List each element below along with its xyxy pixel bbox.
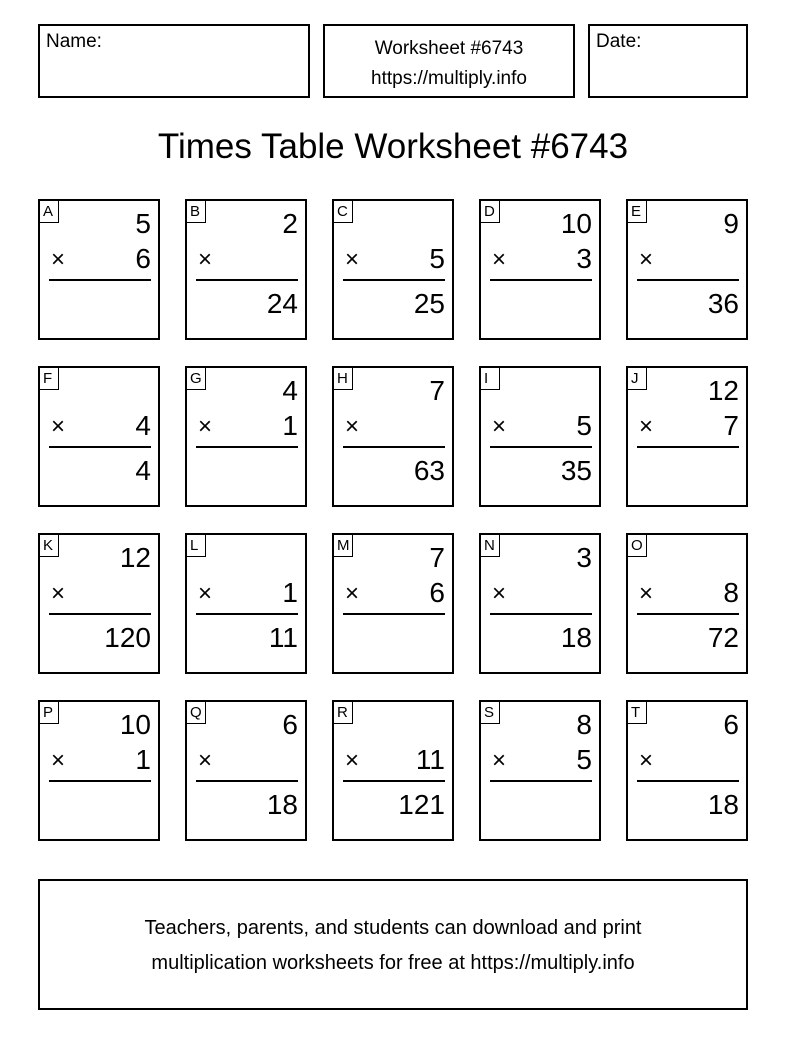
- times-sign: ×: [51, 580, 66, 607]
- top-number: 9: [723, 208, 739, 239]
- answer-rule: [196, 613, 298, 615]
- bottom-number: 11: [415, 744, 445, 775]
- answer-rule: [490, 279, 592, 281]
- problem-letter: Q: [187, 702, 206, 724]
- problem-cell[interactable]: [626, 199, 748, 340]
- top-number: 10: [119, 709, 151, 740]
- problem-letter: S: [481, 702, 500, 724]
- answer: 35: [560, 455, 592, 486]
- times-sign: ×: [492, 580, 507, 607]
- problem-letter: R: [334, 702, 353, 724]
- problem-cell[interactable]: [479, 533, 601, 674]
- answer-rule: [196, 780, 298, 782]
- bottom-number: 5: [429, 243, 445, 274]
- problem-cell[interactable]: [185, 366, 307, 507]
- times-sign: ×: [492, 747, 507, 774]
- problem-letter: H: [334, 368, 353, 390]
- top-number: 5: [135, 208, 151, 239]
- problem-cell[interactable]: [332, 366, 454, 507]
- times-sign: ×: [639, 747, 654, 774]
- answer-rule: [49, 780, 151, 782]
- problem-cell[interactable]: [479, 199, 601, 340]
- problem-letter: B: [187, 201, 206, 223]
- times-sign: ×: [639, 580, 654, 607]
- answer: 24: [266, 288, 298, 319]
- times-sign: ×: [639, 413, 654, 440]
- top-number: 8: [576, 709, 592, 740]
- answer-rule: [49, 613, 151, 615]
- bottom-number: 1: [135, 744, 151, 775]
- times-sign: ×: [639, 246, 654, 273]
- problem-letter: T: [628, 702, 647, 724]
- problem-letter: I: [481, 368, 500, 390]
- bottom-number: 6: [429, 577, 445, 608]
- bottom-number: 1: [282, 577, 298, 608]
- problem-letter: A: [40, 201, 59, 223]
- answer-rule: [196, 279, 298, 281]
- times-sign: ×: [51, 413, 66, 440]
- problem-letter: D: [481, 201, 500, 223]
- answer-rule: [637, 780, 739, 782]
- problem-letter: L: [187, 535, 206, 557]
- problem-cell[interactable]: [332, 199, 454, 340]
- problem-letter: J: [628, 368, 647, 390]
- answer-rule: [490, 780, 592, 782]
- times-sign: ×: [198, 747, 213, 774]
- top-number: 7: [429, 542, 445, 573]
- problem-letter: M: [334, 535, 353, 557]
- answer-rule: [343, 780, 445, 782]
- problem-cell[interactable]: [479, 366, 601, 507]
- times-sign: ×: [51, 747, 66, 774]
- problem-cell[interactable]: [185, 533, 307, 674]
- answer-rule: [343, 279, 445, 281]
- times-sign: ×: [345, 747, 360, 774]
- bottom-number: 8: [723, 577, 739, 608]
- problem-cell[interactable]: [38, 700, 160, 841]
- answer-rule: [49, 446, 151, 448]
- top-number: 4: [282, 375, 298, 406]
- problem-letter: K: [40, 535, 59, 557]
- problem-letter: O: [628, 535, 647, 557]
- date-label: Date:: [596, 31, 642, 52]
- top-number: 12: [119, 542, 151, 573]
- problem-cell[interactable]: [479, 700, 601, 841]
- name-label: Name:: [46, 31, 102, 52]
- problem-letter: C: [334, 201, 353, 223]
- answer-rule: [637, 279, 739, 281]
- times-sign: ×: [345, 246, 360, 273]
- problem-cell[interactable]: [626, 700, 748, 841]
- answer-rule: [490, 613, 592, 615]
- top-number: 2: [282, 208, 298, 239]
- problem-letter: N: [481, 535, 500, 557]
- bottom-number: 3: [576, 243, 592, 274]
- answer: 121: [398, 789, 445, 820]
- answer-rule: [49, 279, 151, 281]
- footer-line-1: Teachers, parents, and students can download and print: [144, 917, 642, 939]
- worksheet-number: Worksheet #6743: [374, 38, 524, 59]
- answer: 36: [707, 288, 739, 319]
- times-sign: ×: [198, 413, 213, 440]
- page-title: Times Table Worksheet #6743: [157, 127, 629, 166]
- answer: 18: [266, 789, 298, 820]
- problem-letter: F: [40, 368, 59, 390]
- answer-rule: [196, 446, 298, 448]
- worksheet-url: https://multiply.info: [371, 68, 527, 89]
- answer-rule: [490, 446, 592, 448]
- problem-cell[interactable]: [38, 199, 160, 340]
- top-number: 10: [560, 208, 592, 239]
- times-sign: ×: [198, 246, 213, 273]
- footer-box: [38, 879, 748, 1010]
- problem-cell[interactable]: [185, 700, 307, 841]
- times-sign: ×: [492, 246, 507, 273]
- bottom-number: 1: [282, 410, 298, 441]
- answer: 63: [413, 455, 445, 486]
- problem-cell[interactable]: [185, 199, 307, 340]
- answer: 4: [135, 455, 151, 486]
- answer-rule: [637, 613, 739, 615]
- top-number: 7: [429, 375, 445, 406]
- answer: 18: [707, 789, 739, 820]
- problem-cell[interactable]: [38, 533, 160, 674]
- times-sign: ×: [492, 413, 507, 440]
- answer: 18: [560, 622, 592, 653]
- bottom-number: 6: [135, 243, 151, 274]
- problem-cell[interactable]: [626, 533, 748, 674]
- answer-rule: [343, 613, 445, 615]
- problem-letter: E: [628, 201, 647, 223]
- answer: 120: [104, 622, 151, 653]
- times-sign: ×: [345, 580, 360, 607]
- answer: 25: [413, 288, 445, 319]
- top-number: 3: [576, 542, 592, 573]
- times-sign: ×: [345, 413, 360, 440]
- answer-rule: [343, 446, 445, 448]
- bottom-number: 7: [723, 410, 739, 441]
- answer: 72: [707, 622, 739, 653]
- problem-cell[interactable]: [626, 366, 748, 507]
- problem-cell[interactable]: [38, 366, 160, 507]
- bottom-number: 4: [135, 410, 151, 441]
- top-number: 6: [282, 709, 298, 740]
- problem-letter: P: [40, 702, 59, 724]
- top-number: 12: [707, 375, 739, 406]
- problem-cell[interactable]: [332, 533, 454, 674]
- problem-letter: G: [187, 368, 206, 390]
- bottom-number: 5: [576, 744, 592, 775]
- top-number: 6: [723, 709, 739, 740]
- times-sign: ×: [51, 246, 66, 273]
- answer: 11: [268, 622, 298, 653]
- bottom-number: 5: [576, 410, 592, 441]
- problem-cell[interactable]: [332, 700, 454, 841]
- answer-rule: [637, 446, 739, 448]
- times-sign: ×: [198, 580, 213, 607]
- footer-line-2: multiplication worksheets for free at https://multiply.info: [151, 952, 635, 974]
